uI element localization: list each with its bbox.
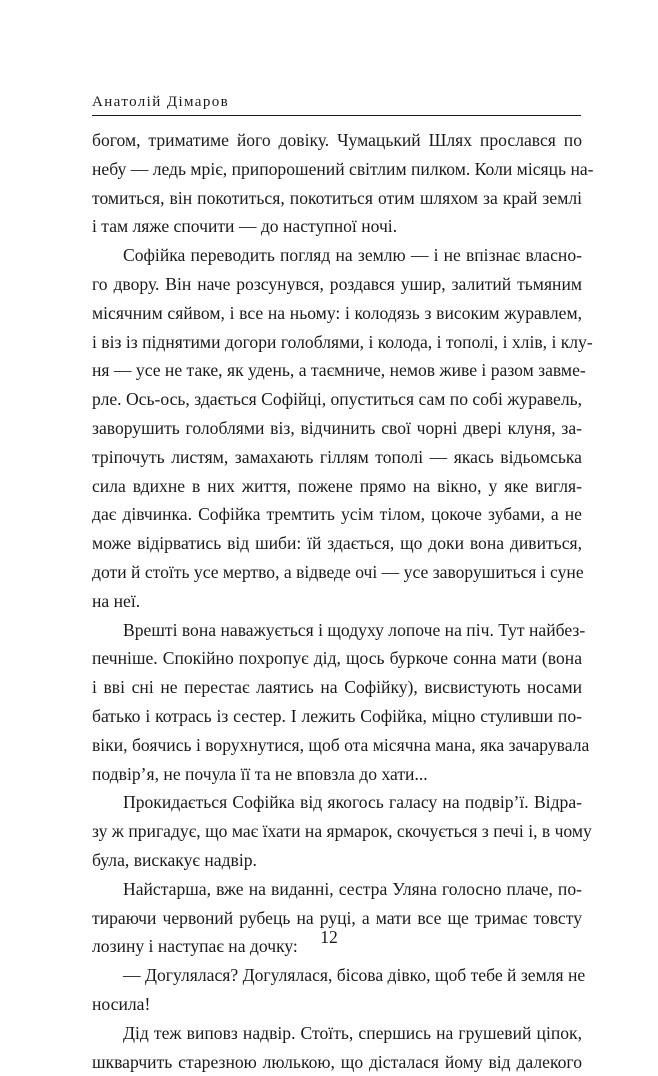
text-line: заворушить голоблями віз, відчинить свої чорні двері клуня, за- <box>92 414 582 443</box>
text-line: може відірватись від шиби: їй здається, що доки вона дивиться, <box>92 529 582 558</box>
text-line: лозину і наступає на дочку: <box>92 932 582 961</box>
text-line: Прокидається Софійка від якогось галасу на подвір’ї. Відра- <box>92 788 582 817</box>
text-line: небу — ледь мріє, припорошений світлим пилком. Коли місяць на- <box>92 155 582 184</box>
text-line: носила! <box>92 990 582 1019</box>
text-line: печніше. Спокійно похропує дід, щось буркоче сонна мати (вона <box>92 644 582 673</box>
page-number: 12 <box>0 926 658 948</box>
text-line: Найстарша, вже на виданні, сестра Уляна голосно плаче, по- <box>92 875 582 904</box>
running-head: Анатолій Дімаров <box>92 92 229 112</box>
text-line: томиться, він покотиться, покотиться отим шляхом за край землі <box>92 184 582 213</box>
header-rule <box>92 115 581 116</box>
text-line: сила вдихне в них життя, пожене прямо на вікно, у яке вигля- <box>92 472 582 501</box>
text-line: і вві сні не перестає лаятись на Софійку), висвистують носами <box>92 673 582 702</box>
text-line: Дід теж виповз надвір. Стоїть, спершись на грушевий ціпок, <box>92 1019 582 1048</box>
text-line: доти й стоїть усе мертво, а відведе очі — усе заворушиться і суне <box>92 558 582 587</box>
text-line: тріпочуть листям, замахають гіллям тополі — якась відьомська <box>92 443 582 472</box>
text-line: ня — усе не таке, як удень, а таємниче, немов живе і разом завме- <box>92 356 582 385</box>
text-line: тираючи червоний рубець на руці, а мати все ще тримає товсту <box>92 904 582 933</box>
text-line: батько і котрась із сестер. І лежить Софійка, міцно стуливши по- <box>92 702 582 731</box>
text-line: і віз із піднятими догори голоблями, і колода, і тополі, і хлів, і клу- <box>92 328 582 357</box>
text-line: на неї. <box>92 587 582 616</box>
text-line: дає дівчинка. Софійка тремтить усім тілом, цокоче зубами, а не <box>92 500 582 529</box>
text-line: і там ляже спочити — до наступної ночі. <box>92 212 582 241</box>
text-line: шкварчить старезною люлькою, що дісталася йому від далекого <box>92 1048 582 1076</box>
text-line: місячним сяйвом, і все на ньому: і колодязь з високим журавлем, <box>92 299 582 328</box>
text-line: віки, боячись і ворухнутися, щоб ота місячна мана, яка зачарувала <box>92 731 582 760</box>
text-line: була, вискакує надвір. <box>92 846 582 875</box>
text-line: рле. Ось-ось, здається Софійці, опуститься сам по собі журавель, <box>92 385 582 414</box>
text-line: — Догулялася? Догулялася, бісова дівко, щоб тебе й земля не <box>92 961 582 990</box>
text-line: Софійка переводить погляд на землю — і не впізнає власно- <box>92 241 582 270</box>
text-line: подвір’я, не почула її та не вповзла до хати... <box>92 760 582 789</box>
text-line: го двору. Він наче розсунувся, роздався ушир, залитий тьмяним <box>92 270 582 299</box>
text-line: зу ж пригадує, що має їхати на ярмарок, скочується з печі і, в чому <box>92 817 582 846</box>
text-line: Врешті вона наважується і щодуху лопоче на піч. Тут найбез- <box>92 616 582 645</box>
text-line: богом, триматиме його довіку. Чумацький Шлях прослався по <box>92 126 582 155</box>
